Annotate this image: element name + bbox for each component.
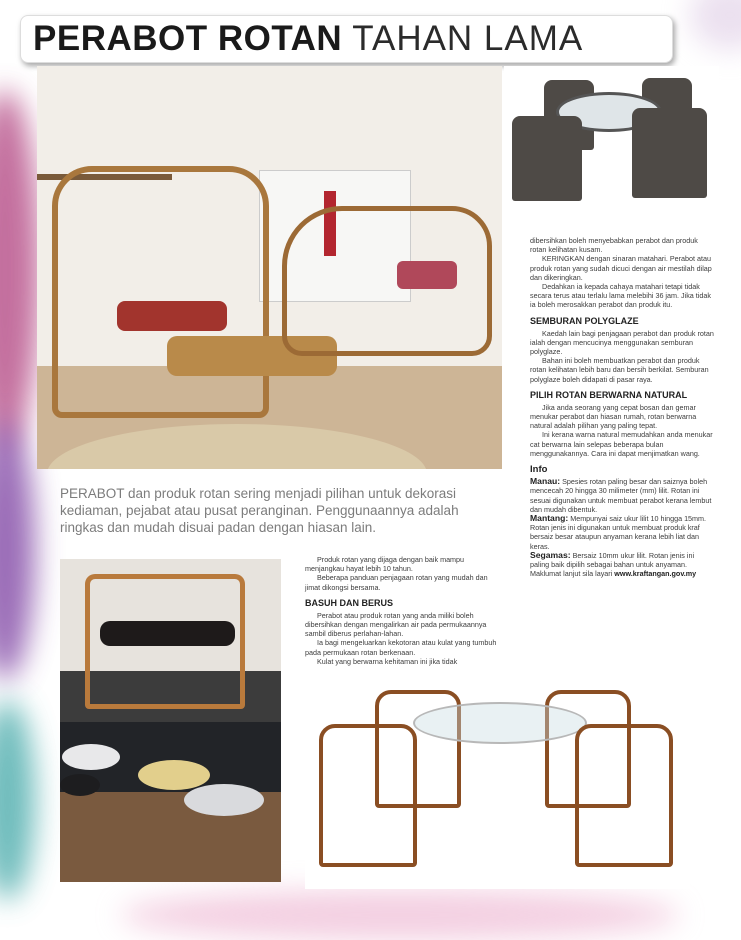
paragraph: KERINGKAN dengan sinaran matahari. Perabot atau produk rotan yang sudah dicuci dengan air mestilah dilap dan dikeringkan. (530, 254, 712, 282)
paragraph: Produk rotan yang dijaga dengan baik mampu menjangkau hayat lebih 10 tahun. (305, 555, 465, 574)
info-item (530, 514, 715, 551)
info-term: Segamas: (530, 549, 571, 560)
natural-stool (138, 760, 210, 790)
paragraph: Bahan ini boleh membuatkan perabot dan produk rotan kelihatan lebih baru dan bersih berkilat. Semburan polyglaze boleh didapati di pasar raya. (530, 356, 709, 384)
rattan-dining-chair (575, 724, 673, 867)
rattan-armchair (52, 166, 269, 418)
info-term: Mantang: (530, 513, 569, 524)
paragraph: Beberapa panduan penjagaan rotan yang mudah dan jimat dikongsi bersama. (305, 573, 488, 592)
info-item (530, 477, 715, 514)
paragraph: Kulat yang berwarna kehitaman ini jika tidak (317, 656, 458, 666)
paragraph: Dedahkan ia kepada cahaya matahari tetapi tidak secara terus atau terlalu lama melebihi 36 jam. Jika tidak ia boleh merosakkan perabot dan produk itu. (530, 282, 711, 310)
glass-table-top (413, 702, 587, 744)
rattan-lounge-chair (282, 206, 492, 356)
section-heading: PILIH ROTAN BERWARNA NATURAL (530, 389, 688, 400)
paragraph: Kaedah lain bagi penjagaan perabot dan produk rotan ialah dengan mencucinya menggunakan semburan polyglaze. (530, 328, 714, 357)
patterned-cushion (397, 261, 457, 289)
info-text: Bersaiz 10mm ukur lilit. Rotan jenis ini paling baik dipilih sebagai bahan untuk anyaman. Maklumat lanjut sila layari (530, 550, 695, 579)
black-seat-cushion (100, 621, 235, 646)
paragraph: Ia bagi mengeluarkan kekotoran atau kulat yang tumbuh pada permukaan rotan berkenaan. (305, 638, 497, 657)
info-text: Mempunyai saiz ukur lilit 10 hingga 15mm. Rotan jenis ini digunakan untuk membuat produk kraf bersaiz besar ataupun anyaman kerana lebih liat dan keras. (530, 514, 707, 551)
white-stool (62, 744, 120, 770)
wicker-chair (632, 108, 707, 198)
section-heading: SEMBURAN POLYGLAZE (530, 315, 639, 326)
info-term: Manau: (530, 476, 561, 487)
red-cushion (117, 301, 227, 331)
black-stool (60, 774, 100, 796)
article-column-middle (305, 555, 497, 666)
info-heading: Info (530, 464, 548, 476)
rattan-dining-set-photo (305, 684, 690, 889)
website-link[interactable]: www.kraftangan.gov.my (614, 569, 697, 579)
title-light: TAHAN LAMA (352, 19, 584, 58)
wicker-chair (512, 116, 582, 201)
article-column-right (530, 236, 715, 579)
living-room-photo (37, 66, 502, 469)
paragraph: dibersihkan boleh menyebabkan perabot dan produk rotan kelihatan kusam. (530, 236, 698, 255)
info-item (530, 551, 715, 579)
paragraph: Ini kerana warna natural memudahkan anda menukar cat berwarna lain selepas beberapa bulan menggunakannya. Cara ini dapat menjimatkan wang. (530, 430, 713, 458)
rattan-stools-photo (60, 722, 281, 882)
page-title (20, 15, 673, 63)
info-text: Spesies rotan paling besar dan saiznya boleh mencecah 20 hingga 30 milimeter (mm) lilit. Rotan ini sesuai digunakan untuk membuat perabot kerana lembut dan mudah dibentuk. (530, 477, 712, 514)
rattan-chair-photo (60, 559, 281, 722)
title-bold: PERABOT ROTAN (33, 19, 343, 58)
grey-stool (184, 784, 264, 816)
outdoor-dining-set-photo (504, 66, 719, 231)
section-heading: BASUH DAN BERUS (305, 597, 394, 608)
rattan-dining-chair (319, 724, 417, 867)
lead-paragraph: PERABOT dan produk rotan sering menjadi pilihan untuk dekorasi kediaman, pejabat atau pusat peranginan. Penggunaannya adalah ringkas dan mudah disuai padan dengan hiasan lain. (60, 486, 459, 535)
paragraph: Jika anda seorang yang cepat bosan dan gemar menukar perabot dan hiasan rumah, rotan berwarna natural adalah pilihan yang paling tepat. (530, 402, 697, 431)
paragraph: Perabot atau produk rotan yang anda miliki boleh dibersihkan dengan mengalirkan air pada permukaannya sambil diberus perlahan-lahan. (305, 610, 487, 639)
